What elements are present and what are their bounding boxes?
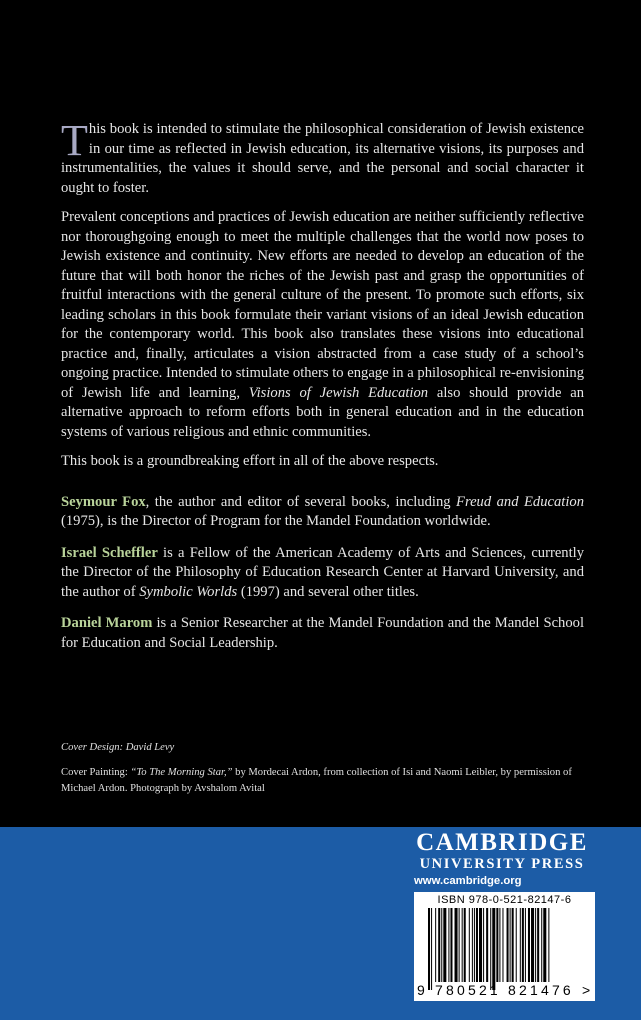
- barcode-bar: [441, 908, 442, 982]
- barcode-lead-digit: 9: [417, 982, 425, 998]
- intro-paragraph: [61, 116, 584, 198]
- barcode-bar: [512, 908, 514, 982]
- barcode-bar: [476, 908, 478, 982]
- isbn-barcode: [414, 892, 595, 1001]
- publisher-logo: [412, 830, 592, 889]
- barcode-quiet-mark: >: [582, 982, 591, 998]
- book-title: Visions of Jewish Education: [248, 384, 429, 401]
- barcode-bar: [543, 908, 546, 982]
- barcode-bar: [525, 908, 526, 982]
- publisher-press: UNIVERSITY PRESS: [419, 856, 585, 872]
- barcode-bar: [516, 908, 517, 982]
- barcode-bar: [499, 908, 500, 982]
- barcode-bar: [443, 908, 446, 982]
- barcode-left-group: 780521: [435, 982, 501, 998]
- barcode-bar: [431, 908, 432, 990]
- barcode-bar: [428, 908, 430, 990]
- barcode-bar: [531, 908, 534, 982]
- barcode-right-group: 821476: [508, 982, 574, 998]
- author-bio: Daniel Marom is a Senior Researcher at the Mandel Foundation and the Mandel School for Education and Social Leadership.: [61, 615, 584, 651]
- barcode-bar: [507, 908, 509, 982]
- barcode-bar: [502, 908, 503, 982]
- publisher-website: www.cambridge.org: [414, 875, 522, 887]
- barcode-bar: [522, 908, 524, 982]
- barcode-bar: [490, 908, 491, 990]
- author-book-title: Freud and Education: [456, 493, 584, 510]
- author-name: Seymour Fox: [61, 493, 146, 510]
- barcode-bar: [492, 908, 495, 990]
- author-name: Israel Scheffler: [61, 544, 158, 561]
- barcode-bar: [464, 908, 466, 982]
- cover-credits: [61, 740, 586, 797]
- barcode-bar: [510, 908, 511, 982]
- barcode-bar: [469, 908, 470, 982]
- barcode-bar: [537, 908, 539, 982]
- author-bio: Israel Scheffler is a Fellow of the American Academy of Arts and Sciences, currently the Director of the Philosophy of Education Research Center at Harvard University, and the author of Symbolic Worlds (1997) and several other titles.: [61, 544, 584, 600]
- publisher-name: CAMBRIDGE: [416, 829, 588, 856]
- blurb: [61, 116, 584, 653]
- barcode-bar: [486, 908, 488, 982]
- barcode-bar: [472, 908, 473, 982]
- drop-cap: T: [61, 116, 88, 165]
- cover-design-credit: Cover Design: David Levy: [61, 742, 175, 753]
- barcode-bar: [479, 908, 482, 982]
- barcode-bar: [520, 908, 521, 982]
- barcode-bar: [435, 908, 436, 982]
- barcode-bars: [428, 908, 586, 990]
- barcode-bar: [541, 908, 542, 982]
- author-book-title: Symbolic Worlds: [139, 583, 238, 600]
- barcode-bar: [483, 908, 484, 982]
- isbn-label: ISBN 978-0-521-82147-6: [437, 894, 572, 906]
- intro-text: his book is intended to stimulate the philosophical consideration of Jewish existence in our time as reflected in Jewish education, its alternative visions, its purposes and instrumentalities, the values it should serve, and the personal and social character it ought to foster.: [61, 121, 584, 196]
- barcode-bar: [450, 908, 452, 982]
- barcode-bar: [535, 908, 536, 982]
- author-name: Daniel Marom: [61, 615, 153, 631]
- author-bio: Seymour Fox, the author and editor of several books, including Freud and Education (1975), is the Director of Program for the Mandel Foundation worldwide.: [61, 493, 584, 529]
- barcode-bar: [548, 908, 549, 982]
- barcode-bar: [448, 908, 449, 982]
- barcode-bar: [438, 908, 440, 982]
- barcode-bar: [474, 908, 475, 982]
- barcode-bar: [455, 908, 458, 982]
- description-paragraph: Prevalent conceptions and practices of Jewish education are neither sufficiently reflective nor thoroughgoing enough to meet the multiple challenges that the world now poses to Jewish existence and continuity. New efforts are needed to develop an education of the future that will both honor the riches of the Jewish past and grasp the opportunities of fruitful interactions with the general culture of the present. To promote such efforts, six leading scholars in this book formulate their variant visions of an ideal Jewish education for the contemporary world. This book also translates these visions into educational practice and, finally, articulates a vision abstracted from a case study of a school’s ongoing practice. Intended to stimulate others to engage in a philosophical re-envisioning of Jewish life and learning, Visions of Jewish Education also should provide an alternative approach to reform efforts both in general education and in the education systems of various religious and ethnic communities.: [61, 209, 584, 440]
- barcode-bar: [459, 908, 460, 982]
- cover-painting-credit: Cover Painting: “To The Morning Star,” by Mordecai Ardon, from collection of Isi and Naomi Leibler, by permission of Michael Ardon. Photograph by Avshalom Avital: [61, 767, 572, 794]
- barcode-bar: [496, 908, 498, 982]
- barcode-bar: [528, 908, 530, 982]
- summary-paragraph: This book is a groundbreaking effort in all of the above respects.: [61, 453, 439, 469]
- barcode-bar: [462, 908, 463, 982]
